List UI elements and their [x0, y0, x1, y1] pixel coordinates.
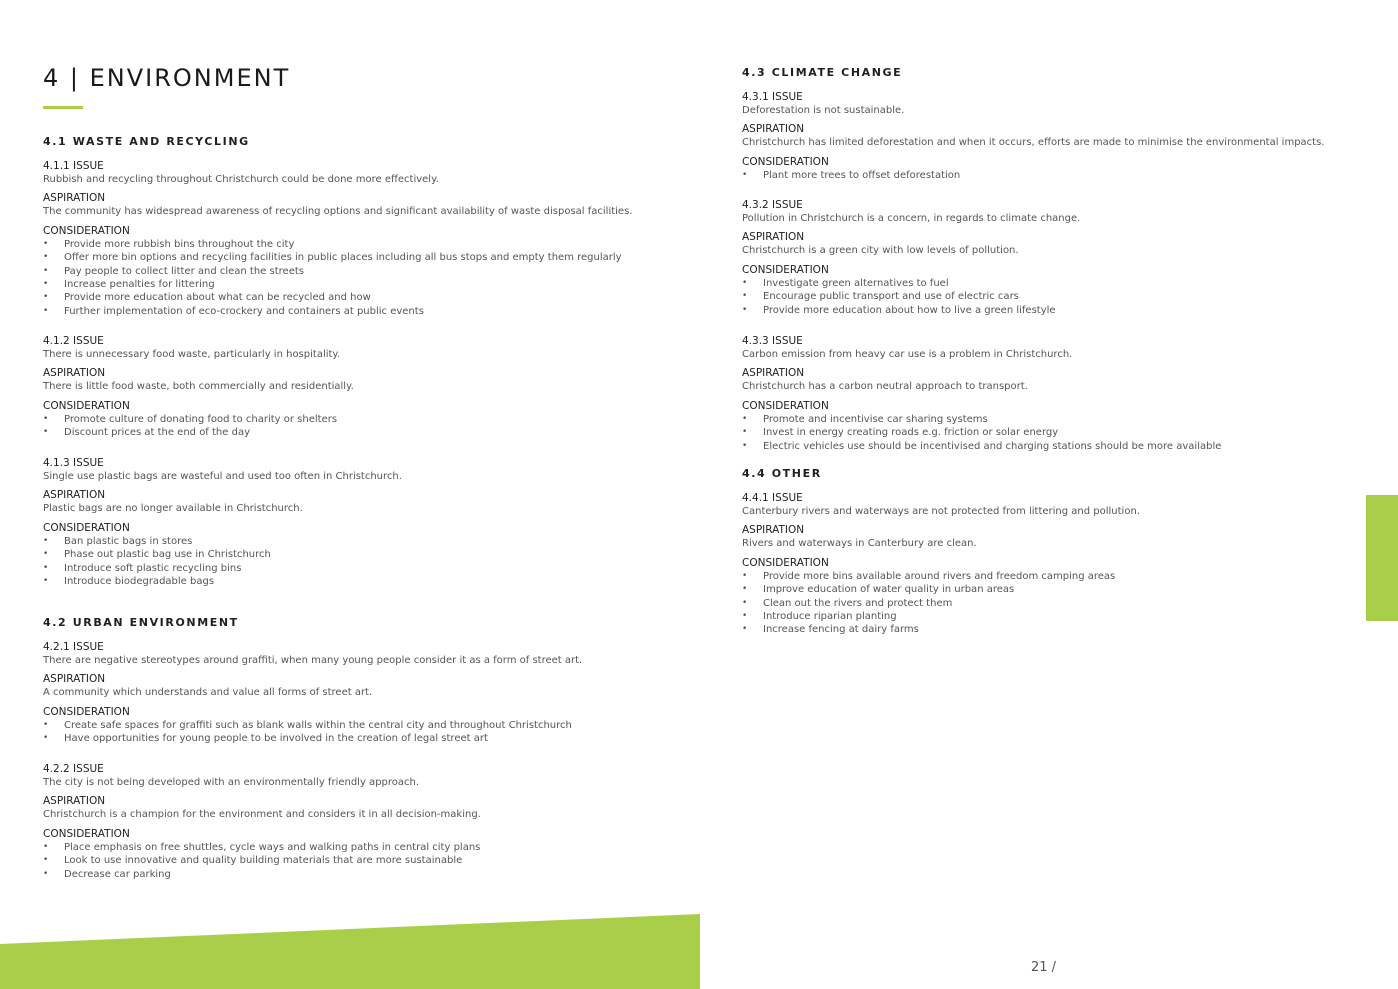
- consideration-list: [43, 238, 632, 318]
- aspiration-text: Christchurch has a carbon neutral approach to transport.: [742, 381, 1028, 393]
- list-item: • Pay people to collect litter and clean the streets: [43, 265, 632, 278]
- list-item: • Encourage public transport and use of electric cars: [742, 290, 1080, 303]
- list-item: • Provide more rubbish bins throughout the city: [43, 238, 632, 251]
- consideration-list: [43, 535, 402, 589]
- aspiration-text: Christchurch is a green city with low levels of pollution.: [742, 245, 1019, 257]
- issue-block-4-3-3: [742, 335, 1221, 453]
- list-item: • Offer more bin options and recycling facilities in public places including all bus stops and empty them regularly: [43, 251, 632, 264]
- aspiration-label: ASPIRATION: [742, 524, 805, 537]
- aspiration-text: Christchurch has limited deforestation and when it occurs, efforts are made to minimise the environmental impacts.: [742, 137, 1325, 149]
- issue-label: 4.1.3 ISSUE: [43, 457, 104, 469]
- aspiration-text: Rivers and waterways in Canterbury are clean.: [742, 538, 977, 550]
- list-item: • Decrease car parking: [43, 868, 481, 881]
- issue-label: 4.3.1 ISSUE: [742, 91, 803, 103]
- issue-label: 4.3.3 ISSUE: [742, 335, 803, 347]
- list-item: • Create safe spaces for graffiti such as blank walls within the central city and throughout Christchurch: [43, 719, 582, 732]
- section-title-4-1: 4.1 WASTE AND RECYCLING: [43, 135, 250, 148]
- list-item: • Clean out the rivers and protect them: [742, 597, 1140, 610]
- list-item: • Increase fencing at dairy farms: [742, 623, 1140, 636]
- issue-block-4-3-2: [742, 199, 1080, 317]
- consideration-list: [742, 169, 1324, 182]
- consideration-label: CONSIDERATION: [43, 521, 130, 534]
- issue-label: 4.1.2 ISSUE: [43, 335, 104, 347]
- title-underline: [43, 106, 83, 109]
- list-item: • Provide more bins available around rivers and freedom camping areas: [742, 570, 1140, 583]
- aspiration-text: There is little food waste, both commercially and residentially.: [43, 381, 354, 393]
- list-item: • Invest in energy creating roads e.g. friction or solar energy: [742, 426, 1221, 439]
- aspiration-label: ASPIRATION: [742, 123, 805, 136]
- issue-block-4-4-1: [742, 492, 1140, 637]
- aspiration-label: ASPIRATION: [43, 367, 106, 380]
- issue-block-4-1-1: [43, 160, 632, 318]
- list-item: • Promote and incentivise car sharing systems: [742, 413, 1221, 426]
- issue-block-4-2-1: [43, 641, 582, 746]
- list-item: • Ban plastic bags in stores: [43, 535, 402, 548]
- aspiration-label: ASPIRATION: [742, 231, 805, 244]
- list-item: • Introduce biodegradable bags: [43, 575, 402, 588]
- list-item: • Place emphasis on free shuttles, cycle ways and walking paths in central city plans: [43, 841, 481, 854]
- list-item: • Improve education of water quality in urban areas: [742, 583, 1140, 596]
- consideration-label: CONSIDERATION: [43, 224, 130, 237]
- consideration-label: CONSIDERATION: [742, 556, 829, 569]
- consideration-list: [43, 841, 481, 881]
- aspiration-label: ASPIRATION: [43, 795, 106, 808]
- decorative-green-band: [0, 914, 700, 989]
- section-title-4-4: 4.4 OTHER: [742, 467, 822, 480]
- issue-text: The city is not being developed with an environmentally friendly approach.: [43, 777, 420, 788]
- list-item: • Have opportunities for young people to be involved in the creation of legal street art: [43, 732, 582, 745]
- section-title-4-2: 4.2 URBAN ENVIRONMENT: [43, 616, 239, 629]
- list-item: • Increase penalties for littering: [43, 278, 632, 291]
- aspiration-text: The community has widespread awareness of recycling options and significant availability of waste disposal facilities.: [43, 206, 633, 218]
- consideration-label: CONSIDERATION: [742, 399, 829, 412]
- issue-label: 4.2.2 ISSUE: [43, 763, 104, 775]
- list-item: • Introduce riparian planting: [742, 610, 1140, 623]
- aspiration-label: ASPIRATION: [742, 367, 805, 380]
- consideration-list: [742, 570, 1140, 637]
- list-item: • Phase out plastic bag use in Christchurch: [43, 548, 402, 561]
- consideration-label: CONSIDERATION: [742, 155, 829, 168]
- consideration-list: [742, 413, 1221, 453]
- section-title-4-3: 4.3 CLIMATE CHANGE: [742, 66, 903, 79]
- list-item: • Discount prices at the end of the day: [43, 426, 354, 439]
- list-item: • Introduce soft plastic recycling bins: [43, 562, 402, 575]
- issue-text: There is unnecessary food waste, particularly in hospitality.: [43, 349, 341, 360]
- list-item: • Electric vehicles use should be incentivised and charging stations should be more available: [742, 440, 1221, 453]
- list-item: • Investigate green alternatives to fuel: [742, 277, 1080, 290]
- issue-label: 4.2.1 ISSUE: [43, 641, 104, 653]
- consideration-label: CONSIDERATION: [43, 399, 130, 412]
- list-item: • Look to use innovative and quality building materials that are more sustainable: [43, 854, 481, 867]
- list-item: • Provide more education about how to live a green lifestyle: [742, 304, 1080, 317]
- aspiration-label: ASPIRATION: [43, 673, 106, 686]
- list-item: • Plant more trees to offset deforestation: [742, 169, 1324, 182]
- aspiration-label: ASPIRATION: [43, 192, 106, 205]
- issue-label: 4.1.1 ISSUE: [43, 160, 104, 172]
- aspiration-label: ASPIRATION: [43, 489, 106, 502]
- chapter-side-tab: [1366, 495, 1398, 621]
- chapter-title: 4 | ENVIRONMENT: [43, 64, 291, 92]
- issue-label: 4.4.1 ISSUE: [742, 492, 803, 504]
- consideration-label: CONSIDERATION: [43, 827, 130, 840]
- issue-text: Carbon emission from heavy car use is a problem in Christchurch.: [742, 349, 1073, 360]
- issue-block-4-1-3: [43, 457, 402, 588]
- aspiration-text: Christchurch is a champion for the environment and considers it in all decision-making.: [43, 809, 481, 821]
- issue-text: Canterbury rivers and waterways are not protected from littering and pollution.: [742, 506, 1140, 517]
- issue-block-4-3-1: [742, 91, 1324, 182]
- aspiration-text: A community which understands and value all forms of street art.: [43, 687, 373, 699]
- issue-text: Pollution in Christchurch is a concern, in regards to climate change.: [742, 213, 1081, 224]
- consideration-list: [43, 413, 354, 440]
- issue-block-4-1-2: [43, 335, 354, 440]
- issue-text: There are negative stereotypes around graffiti, when many young people consider it as a form of street art.: [43, 655, 583, 666]
- consideration-list: [43, 719, 582, 746]
- page-number: 21 /: [1031, 960, 1057, 975]
- list-item: • Provide more education about what can be recycled and how: [43, 291, 632, 304]
- consideration-label: CONSIDERATION: [43, 705, 130, 718]
- list-item: • Further implementation of eco-crockery and containers at public events: [43, 305, 632, 318]
- consideration-list: [742, 277, 1080, 317]
- list-item: • Promote culture of donating food to charity or shelters: [43, 413, 354, 426]
- issue-text: Rubbish and recycling throughout Christchurch could be done more effectively.: [43, 174, 439, 185]
- consideration-label: CONSIDERATION: [742, 263, 829, 276]
- issue-text: Single use plastic bags are wasteful and used too often in Christchurch.: [43, 471, 402, 482]
- issue-label: 4.3.2 ISSUE: [742, 199, 803, 211]
- issue-text: Deforestation is not sustainable.: [742, 105, 905, 116]
- aspiration-text: Plastic bags are no longer available in Christchurch.: [43, 503, 303, 515]
- issue-block-4-2-2: [43, 763, 481, 881]
